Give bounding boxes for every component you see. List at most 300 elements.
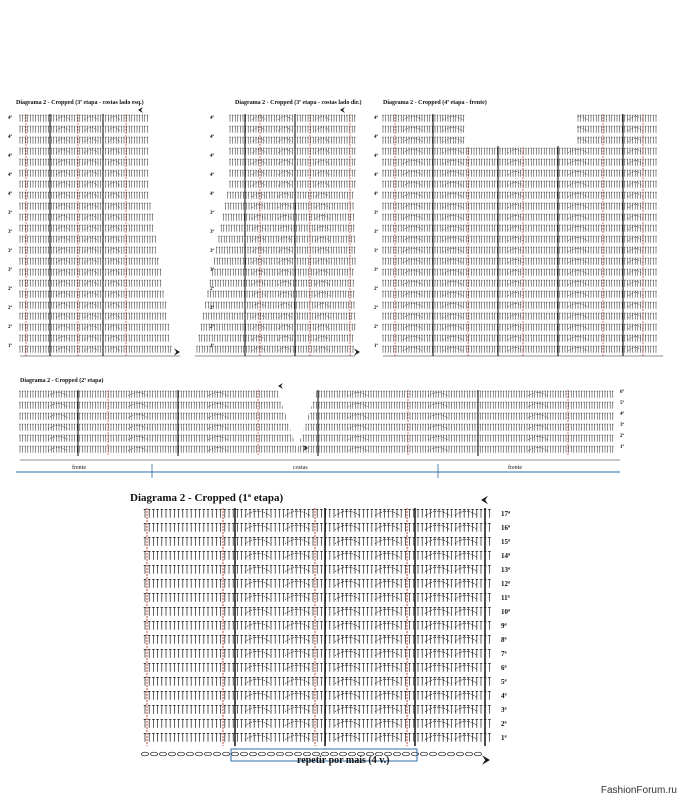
stitch-row bbox=[19, 313, 166, 320]
chain-arc bbox=[375, 665, 400, 669]
stitch-row bbox=[19, 302, 166, 309]
row-label: 3ª bbox=[620, 423, 624, 428]
chain-arc bbox=[315, 260, 330, 264]
stitch-row bbox=[144, 565, 491, 573]
chain-arc bbox=[335, 693, 360, 697]
stitch-row bbox=[144, 705, 491, 713]
diagram-stage2-panel bbox=[8, 378, 638, 478]
chain-arc bbox=[335, 609, 360, 613]
chain-arc bbox=[84, 161, 98, 165]
chain-arc bbox=[252, 282, 266, 286]
stitch-row bbox=[212, 269, 354, 276]
chain-arc bbox=[84, 227, 98, 231]
chain-arc bbox=[375, 651, 400, 655]
chain-arc bbox=[285, 721, 310, 725]
row-label: 11ª bbox=[501, 594, 510, 602]
row-label: 3ª bbox=[8, 230, 12, 235]
chain-arc bbox=[425, 637, 450, 641]
chain-arc bbox=[375, 567, 400, 571]
end-arrow-icon bbox=[482, 755, 490, 765]
diagram-title: Diagrama 2 - Cropped (3ª etapa - costas lado dir.) bbox=[235, 100, 362, 106]
stitch-row bbox=[209, 280, 354, 287]
row-label: 1ª bbox=[8, 344, 12, 349]
chain-arc bbox=[84, 216, 98, 220]
neckline-gap bbox=[465, 110, 577, 146]
stitch-row bbox=[19, 391, 613, 398]
row-label: 4ª bbox=[374, 116, 378, 121]
chain-arc bbox=[315, 117, 330, 121]
row-label: 2ª bbox=[374, 287, 378, 292]
chain-arc bbox=[245, 567, 270, 571]
chain-arc bbox=[403, 337, 423, 341]
chain-arc bbox=[56, 348, 70, 352]
chain-arc bbox=[245, 637, 270, 641]
chain-arc bbox=[403, 194, 423, 198]
stitch-row bbox=[382, 214, 657, 221]
stitch-row bbox=[19, 291, 164, 298]
chain-arc bbox=[108, 161, 120, 165]
end-arrow-icon bbox=[174, 348, 180, 355]
chain-arc bbox=[315, 348, 330, 352]
chain-arc bbox=[84, 282, 98, 286]
chain-arc bbox=[425, 693, 450, 697]
row-label: 8ª bbox=[501, 636, 507, 644]
chain-arc bbox=[208, 426, 228, 430]
stitch-row bbox=[144, 635, 491, 643]
row-label: 4ª bbox=[8, 135, 12, 140]
chain-arc bbox=[455, 623, 477, 627]
row-label: 6ª bbox=[620, 390, 624, 395]
chain-arc bbox=[335, 735, 360, 739]
chain-arc bbox=[245, 651, 270, 655]
chain-arc bbox=[56, 139, 70, 143]
row-label: 3ª bbox=[374, 211, 378, 216]
chain-arc bbox=[252, 216, 266, 220]
stitch-row bbox=[229, 181, 355, 188]
chain-arc bbox=[84, 293, 98, 297]
chain-arc bbox=[455, 679, 477, 683]
chain-arc bbox=[425, 721, 450, 725]
chain-arc bbox=[285, 651, 310, 655]
chain-arc bbox=[208, 404, 228, 408]
stitch-row bbox=[19, 324, 169, 331]
stitch-row bbox=[19, 269, 161, 276]
stitch-row bbox=[207, 291, 354, 298]
chain-arc bbox=[84, 260, 98, 264]
chain-arc bbox=[335, 665, 360, 669]
stitch-row bbox=[144, 691, 491, 699]
chain-arc bbox=[108, 293, 120, 297]
chain-arc bbox=[245, 609, 270, 613]
chain-arc bbox=[278, 293, 292, 297]
foundation-chain bbox=[141, 752, 148, 756]
chain-arc bbox=[252, 227, 266, 231]
segment-label-front-left: frente bbox=[72, 465, 86, 471]
stitch-row bbox=[144, 523, 491, 531]
chain-arc bbox=[56, 337, 70, 341]
stitch-row bbox=[144, 579, 491, 587]
chain-arc bbox=[84, 249, 98, 253]
chain-arc bbox=[278, 304, 292, 308]
stitch-row bbox=[229, 159, 355, 166]
chain-arc bbox=[84, 304, 98, 308]
chain-arc bbox=[375, 595, 400, 599]
foundation-chain bbox=[168, 752, 175, 756]
chain-arc bbox=[425, 595, 450, 599]
chain-arc bbox=[208, 393, 228, 397]
chain-arc bbox=[56, 183, 70, 187]
chain-arc bbox=[278, 315, 292, 319]
chain-arc bbox=[403, 326, 423, 330]
stitch-row bbox=[19, 413, 613, 420]
chain-arc bbox=[375, 637, 400, 641]
row-label: 14ª bbox=[501, 552, 511, 560]
chain-arc bbox=[335, 637, 360, 641]
row-label: 12ª bbox=[501, 580, 511, 588]
chain-arc bbox=[425, 623, 450, 627]
stitch-row bbox=[19, 446, 613, 453]
chain-arc bbox=[285, 539, 310, 543]
chain-arc bbox=[455, 651, 477, 655]
stitch-row bbox=[19, 137, 148, 144]
chain-arc bbox=[108, 348, 120, 352]
row-label: 3ª bbox=[210, 249, 214, 254]
chain-arc bbox=[455, 693, 477, 697]
chain-arc bbox=[455, 581, 477, 585]
chain-arc bbox=[56, 315, 70, 319]
stitch-row bbox=[382, 335, 657, 342]
row-label: 2ª bbox=[374, 325, 378, 330]
chain-arc bbox=[335, 511, 360, 515]
row-label: 4ª bbox=[8, 154, 12, 159]
chain-arc bbox=[403, 117, 423, 121]
foundation-chain bbox=[249, 752, 256, 756]
chain-arc bbox=[403, 293, 423, 297]
chain-arc bbox=[455, 525, 477, 529]
stitch-row bbox=[382, 181, 657, 188]
row-label: 3ª bbox=[210, 268, 214, 273]
chain-arc bbox=[425, 707, 450, 711]
row-label: 4ª bbox=[8, 116, 12, 121]
row-label: 13ª bbox=[501, 566, 511, 574]
chain-arc bbox=[315, 205, 330, 209]
chain-arc bbox=[285, 595, 310, 599]
stitch-row bbox=[382, 148, 657, 155]
chain-arc bbox=[455, 553, 477, 557]
chain-arc bbox=[425, 609, 450, 613]
stitch-row bbox=[382, 225, 657, 232]
stitch-row bbox=[229, 126, 355, 133]
diagram-title: Diagrama 2 - Cropped (1ª etapa) bbox=[130, 492, 284, 504]
diagram-back-left-panel bbox=[8, 100, 186, 365]
chain-arc bbox=[56, 271, 70, 275]
row-label: 3ª bbox=[501, 706, 507, 714]
chain-arc bbox=[285, 609, 310, 613]
chain-arc bbox=[455, 721, 477, 725]
chain-arc bbox=[375, 693, 400, 697]
chain-arc bbox=[108, 183, 120, 187]
chain-arc bbox=[375, 721, 400, 725]
chain-arc bbox=[84, 194, 98, 198]
chain-arc bbox=[315, 183, 330, 187]
row-label: 10ª bbox=[501, 608, 511, 616]
chain-arc bbox=[375, 581, 400, 585]
stitch-row bbox=[144, 677, 491, 685]
chain-arc bbox=[84, 337, 98, 341]
stitch-row bbox=[382, 269, 657, 276]
chain-arc bbox=[245, 693, 270, 697]
stitch-row bbox=[144, 537, 491, 545]
chain-arc bbox=[403, 304, 423, 308]
row-label: 5ª bbox=[501, 678, 507, 686]
stitch-row bbox=[229, 137, 355, 144]
chain-arc bbox=[455, 707, 477, 711]
row-label: 3ª bbox=[8, 211, 12, 216]
row-label: 3ª bbox=[8, 268, 12, 273]
row-label: 2ª bbox=[8, 287, 12, 292]
row-label: 1ª bbox=[501, 734, 507, 742]
foundation-chain bbox=[393, 752, 400, 756]
chain-arc bbox=[285, 623, 310, 627]
foundation-chain bbox=[231, 752, 238, 756]
chain-arc bbox=[56, 238, 70, 242]
foundation-chain bbox=[429, 752, 436, 756]
row-label: 4ª bbox=[374, 154, 378, 159]
chain-arc bbox=[285, 525, 310, 529]
chain-arc bbox=[455, 665, 477, 669]
crochet-chart-back-right bbox=[190, 100, 365, 365]
chain-arc bbox=[245, 679, 270, 683]
row-label: 2ª bbox=[210, 306, 214, 311]
chain-arc bbox=[56, 128, 70, 132]
chain-arc bbox=[425, 553, 450, 557]
diagram-back-right-panel bbox=[190, 100, 365, 365]
chain-arc bbox=[335, 721, 360, 725]
row-label: 9ª bbox=[501, 622, 507, 630]
foundation-chain bbox=[267, 752, 274, 756]
chain-arc bbox=[315, 194, 330, 198]
chain-arc bbox=[108, 260, 120, 264]
row-label: 2ª bbox=[210, 325, 214, 330]
chain-arc bbox=[108, 194, 120, 198]
chain-arc bbox=[108, 315, 120, 319]
stitch-row bbox=[214, 258, 356, 265]
stitch-row bbox=[144, 607, 491, 615]
chain-arc bbox=[315, 238, 330, 242]
foundation-chain bbox=[258, 752, 265, 756]
chain-arc bbox=[315, 271, 330, 275]
chain-arc bbox=[425, 581, 450, 585]
foundation-chain bbox=[402, 752, 409, 756]
stitch-row bbox=[144, 593, 491, 601]
chain-arc bbox=[335, 651, 360, 655]
chain-arc bbox=[375, 525, 400, 529]
chain-arc bbox=[245, 623, 270, 627]
foundation-chain bbox=[213, 752, 220, 756]
chain-arc bbox=[455, 567, 477, 571]
chain-arc bbox=[108, 238, 120, 242]
row-label: 4ª bbox=[374, 173, 378, 178]
chain-arc bbox=[252, 238, 266, 242]
chain-arc bbox=[84, 271, 98, 275]
chain-arc bbox=[375, 679, 400, 683]
diagram-title: Diagrama 2 - Cropped (2ª etapa) bbox=[20, 378, 104, 384]
chain-arc bbox=[285, 735, 310, 739]
chain-arc bbox=[285, 707, 310, 711]
chain-arc bbox=[285, 581, 310, 585]
chain-arc bbox=[315, 161, 330, 165]
foundation-chain bbox=[150, 752, 157, 756]
chain-arc bbox=[208, 415, 228, 419]
chain-arc bbox=[403, 172, 423, 176]
stitch-row bbox=[19, 192, 148, 199]
stitch-row bbox=[19, 181, 148, 188]
chain-arc bbox=[425, 679, 450, 683]
chain-arc bbox=[315, 282, 330, 286]
stitch-row bbox=[196, 346, 354, 353]
chain-arc bbox=[108, 271, 120, 275]
chain-arc bbox=[56, 161, 70, 165]
chain-arc bbox=[285, 567, 310, 571]
chain-arc bbox=[315, 249, 330, 253]
chain-arc bbox=[335, 581, 360, 585]
stitch-row bbox=[19, 236, 156, 243]
chain-arc bbox=[403, 183, 423, 187]
chain-arc bbox=[403, 161, 423, 165]
diagram-title: Diagrama 2 - Cropped (3ª etapa - costas lado esq.) bbox=[16, 100, 144, 106]
diagram-stage1-panel bbox=[125, 490, 545, 770]
stitch-row bbox=[382, 159, 657, 166]
chain-arc bbox=[245, 595, 270, 599]
chain-arc bbox=[425, 567, 450, 571]
row-label: 6ª bbox=[501, 664, 507, 672]
stitch-row bbox=[382, 302, 657, 309]
chain-arc bbox=[375, 539, 400, 543]
chain-arc bbox=[245, 581, 270, 585]
chain-arc bbox=[84, 238, 98, 242]
stitch-row bbox=[19, 335, 169, 342]
row-label: 3ª bbox=[210, 211, 214, 216]
stitch-row bbox=[382, 313, 657, 320]
stitch-row bbox=[382, 170, 657, 177]
row-label: 5ª bbox=[620, 401, 624, 406]
chain-arc bbox=[425, 735, 450, 739]
diagram-front-panel bbox=[373, 100, 675, 365]
row-label: 2ª bbox=[501, 720, 507, 728]
row-label: 2ª bbox=[374, 306, 378, 311]
chain-arc bbox=[84, 172, 98, 176]
stitch-row bbox=[144, 719, 491, 727]
segment-label-front-right: frente bbox=[508, 465, 522, 471]
row-label: 3ª bbox=[210, 230, 214, 235]
chain-arc bbox=[84, 326, 98, 330]
stitch-row bbox=[19, 424, 613, 431]
row-label: 2ª bbox=[620, 434, 624, 439]
chain-arc bbox=[278, 238, 292, 242]
top-blank-area bbox=[0, 0, 683, 85]
stitch-row bbox=[223, 214, 355, 221]
stitch-row bbox=[382, 324, 657, 331]
row-label: 17ª bbox=[501, 510, 511, 518]
chain-arc bbox=[56, 227, 70, 231]
foundation-chain bbox=[240, 752, 247, 756]
chain-arc bbox=[425, 665, 450, 669]
row-label: 4ª bbox=[374, 135, 378, 140]
end-arrow-icon bbox=[354, 348, 360, 355]
stitch-row bbox=[19, 346, 171, 353]
row-label: 2ª bbox=[8, 306, 12, 311]
chain-arc bbox=[108, 304, 120, 308]
chain-arc bbox=[403, 139, 423, 143]
chain-arc bbox=[315, 315, 330, 319]
chain-arc bbox=[285, 637, 310, 641]
row-label: 4ª bbox=[210, 154, 214, 159]
chain-arc bbox=[56, 216, 70, 220]
chain-arc bbox=[84, 205, 98, 209]
start-arrow-icon bbox=[138, 107, 143, 113]
footer-band bbox=[0, 772, 683, 800]
chain-arc bbox=[335, 539, 360, 543]
chain-arc bbox=[375, 623, 400, 627]
row-label: 4ª bbox=[210, 116, 214, 121]
stitch-row bbox=[19, 258, 158, 265]
stitch-row bbox=[144, 621, 491, 629]
chain-arc bbox=[285, 665, 310, 669]
stitch-row bbox=[201, 324, 356, 331]
chain-arc bbox=[315, 128, 330, 132]
chain-arc bbox=[245, 539, 270, 543]
chain-arc bbox=[84, 139, 98, 143]
chain-arc bbox=[278, 282, 292, 286]
chain-arc bbox=[84, 183, 98, 187]
row-label: 4ª bbox=[210, 135, 214, 140]
foundation-chain bbox=[186, 752, 193, 756]
row-label: 4ª bbox=[8, 173, 12, 178]
chain-arc bbox=[56, 172, 70, 176]
foundation-chain bbox=[159, 752, 166, 756]
chain-arc bbox=[425, 525, 450, 529]
chain-arc bbox=[245, 553, 270, 557]
chain-arc bbox=[335, 525, 360, 529]
chain-arc bbox=[403, 348, 423, 352]
stitch-row bbox=[19, 148, 148, 155]
stitch-row bbox=[198, 335, 353, 342]
chain-arc bbox=[108, 205, 120, 209]
row-label: 4ª bbox=[210, 192, 214, 197]
stitch-row bbox=[216, 247, 355, 254]
chain-arc bbox=[403, 205, 423, 209]
stitch-row bbox=[144, 509, 491, 517]
chain-arc bbox=[56, 117, 70, 121]
chain-arc bbox=[425, 651, 450, 655]
chain-arc bbox=[315, 326, 330, 330]
stitch-row bbox=[382, 258, 657, 265]
stitch-row bbox=[382, 280, 657, 287]
chain-arc bbox=[84, 117, 98, 121]
stitch-row bbox=[19, 203, 151, 210]
stitch-row bbox=[382, 236, 657, 243]
chain-arc bbox=[108, 282, 120, 286]
row-label: 4ª bbox=[374, 192, 378, 197]
chain-arc bbox=[108, 337, 120, 341]
stitch-row bbox=[144, 733, 491, 741]
foundation-chain bbox=[177, 752, 184, 756]
chain-arc bbox=[56, 282, 70, 286]
chain-arc bbox=[245, 735, 270, 739]
chain-arc bbox=[375, 707, 400, 711]
chain-arc bbox=[108, 249, 120, 253]
chain-arc bbox=[56, 194, 70, 198]
